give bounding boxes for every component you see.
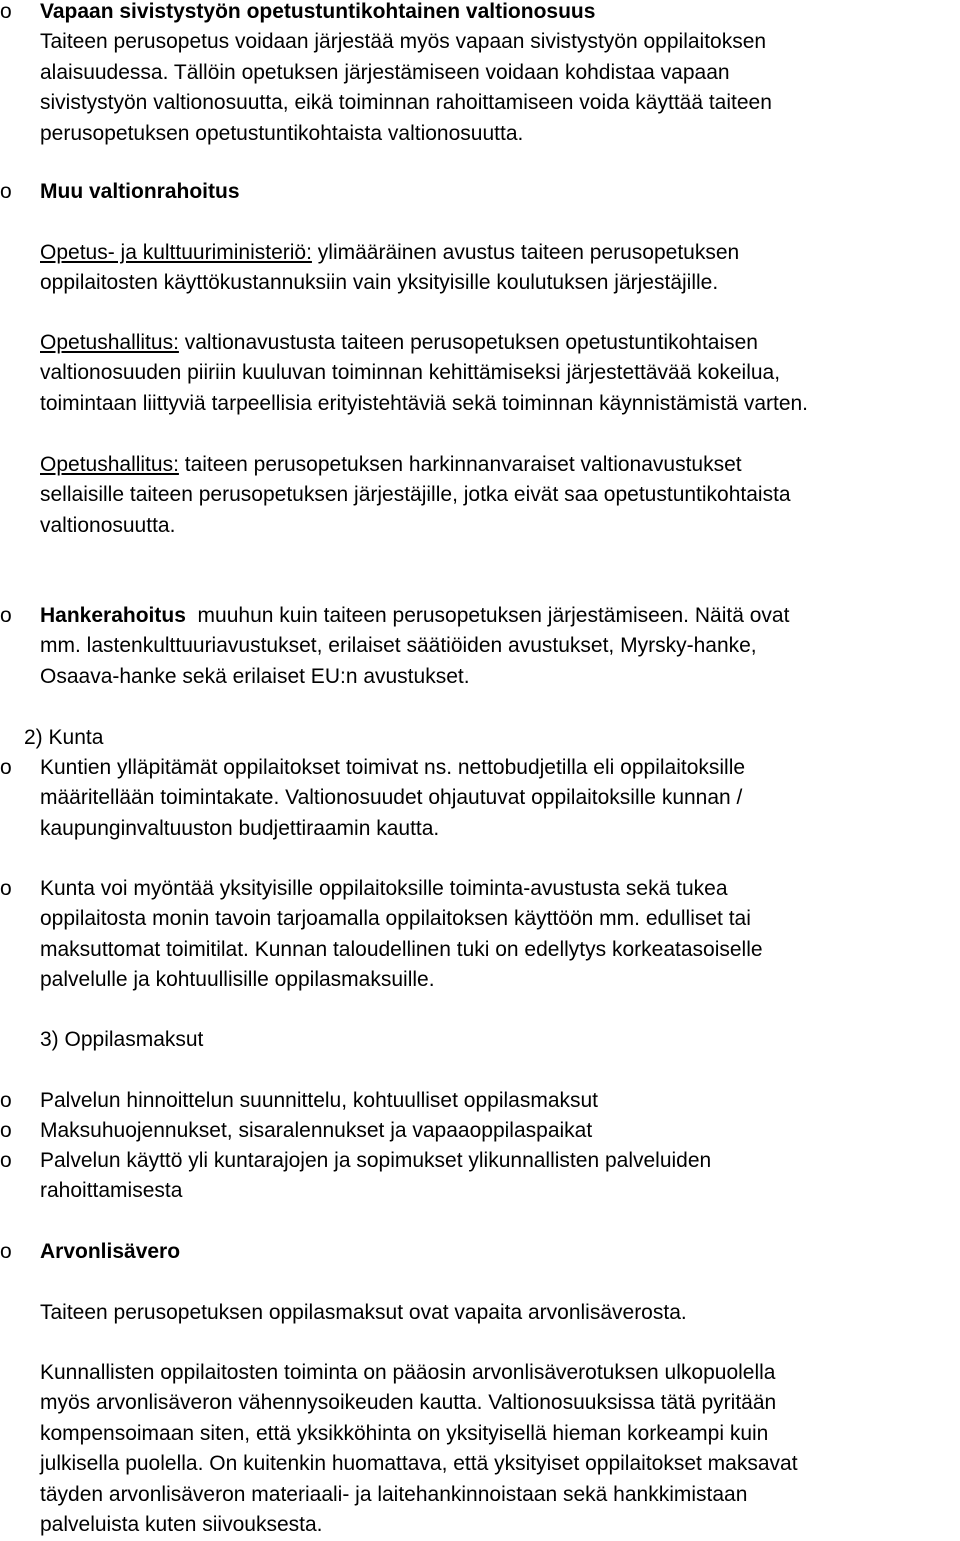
- bullet-marker: o: [0, 604, 12, 627]
- agency-label: Opetushallitus:: [40, 453, 179, 476]
- paragraph-line: oppilaitosta monin tavoin tarjoamalla oppilaitoksen käyttöön mm. edulliset tai: [40, 907, 751, 931]
- paragraph-vat-2: [40, 1358, 955, 1540]
- paragraph-line: Kunta voi myöntää yksityisille oppilaitoksille toiminta-avustusta sekä tukea: [40, 877, 728, 900]
- paragraph-line: Kuntien ylläpitämät oppilaitokset toimivat ns. nettobudjetilla eli oppilaitoksille: [40, 756, 746, 779]
- section-heading: Vapaan sivistystyön opetustuntikohtainen valtionosuus: [40, 0, 596, 23]
- section-heading: 2) Kunta: [24, 726, 104, 749]
- list-item: [40, 1146, 955, 1207]
- bullet-marker: o: [0, 756, 12, 779]
- paragraph-line: oppilaitosten käyttökustannuksiin vain yksityisille koulutuksen järjestäjille.: [40, 271, 719, 295]
- paragraph-line: mm. lastenkulttuuriavustukset, erilaiset säätiöiden avustukset, Myrsky-hanke,: [40, 634, 757, 658]
- section-muu-valtionrahoitus-heading: [40, 177, 955, 207]
- list-item: [40, 1086, 955, 1116]
- section-kunta-heading: [24, 723, 939, 753]
- paragraph-line: myös arvonlisäveron vähennysoikeuden kautta. Valtionosuuksissa tätä pyritään: [40, 1391, 777, 1415]
- paragraph-line: alaisuudessa. Tällöin opetuksen järjestämiseen voidaan kohdistaa vapaan: [40, 60, 730, 84]
- paragraph-line: valtionosuutta.: [40, 513, 176, 537]
- paragraph-line: sivistystyön valtionosuutta, eikä toiminnan rahoittamiseen voida käyttää taiteen: [40, 91, 772, 115]
- paragraph-vat-1: [40, 1298, 955, 1328]
- paragraph-line: Palvelun käyttö yli kuntarajojen ja sopimukset ylikunnallisten palveluiden: [40, 1149, 712, 1172]
- paragraph-line: täyden arvonlisäveron materiaali- ja laitehankinnoistaan sekä hankkimistaan: [40, 1482, 748, 1506]
- paragraph-line: Palvelun hinnoittelun suunnittelu, kohtuulliset oppilasmaksut: [40, 1089, 599, 1112]
- bullet-marker: o: [0, 180, 12, 203]
- bullet-marker: o: [0, 0, 12, 23]
- section-hankerahoitus: [40, 601, 955, 692]
- bullet-marker: o: [0, 1119, 12, 1142]
- section-heading: Arvonlisävero: [40, 1240, 181, 1263]
- section-heading: Hankerahoitus: [40, 604, 186, 627]
- bullet-marker: o: [0, 1089, 12, 1112]
- paragraph-line: palveluista kuten siivouksesta.: [40, 1513, 323, 1537]
- list-item: [40, 753, 955, 844]
- paragraph-line: kaupunginvaltuuston budjettiraamin kautta.: [40, 816, 440, 840]
- paragraph-line: julkisella puolella. On kuitenkin huomattava, että yksityiset oppilaitokset maksavat: [40, 1452, 798, 1476]
- paragraph-line: Maksuhuojennukset, sisaralennukset ja vapaaoppilaspaikat: [40, 1119, 593, 1142]
- section-oppilasmaksut-heading: [40, 1025, 955, 1055]
- section-vapaan-sivistystyo: [40, 0, 955, 149]
- paragraph-line: toimintaan liittyviä tarpeellisia erityistehtäviä sekä toiminnan käynnistämistä varten.: [40, 391, 809, 415]
- section-heading: 3) Oppilasmaksut: [40, 1028, 204, 1051]
- paragraph-okm: [40, 238, 955, 299]
- paragraph-line: Taiteen perusopetus voidaan järjestää myös vapaan sivistystyön oppilaitoksen: [40, 30, 767, 54]
- section-arvonlisavero-heading: [40, 1237, 955, 1267]
- paragraph-text: taiteen perusopetuksen harkinnanvaraiset valtionavustukset: [178, 453, 742, 476]
- paragraph-line: Osaava-hanke sekä erilaiset EU:n avustukset.: [40, 664, 470, 688]
- paragraph-line: rahoittamisesta: [40, 1179, 183, 1203]
- paragraph-text: ylimääräinen avustus taiteen perusopetuksen: [311, 241, 740, 264]
- bullet-marker: o: [0, 1240, 12, 1263]
- paragraph-line: valtionosuuden piiriin kuuluvan toiminnan kehittämiseksi järjestettävää kokeilua,: [40, 361, 781, 385]
- section-heading: Muu valtionrahoitus: [40, 180, 240, 203]
- paragraph-line: palvelulle ja kohtuullisille oppilasmaksuille.: [40, 968, 435, 992]
- paragraph-text: muuhun kuin taiteen perusopetuksen järjestämiseen. Näitä ovat: [185, 604, 790, 627]
- paragraph-line: määritellään toimintakate. Valtionosuudet ohjautuvat oppilaitoksille kunnan /: [40, 786, 743, 810]
- agency-label: Opetushallitus:: [40, 331, 179, 354]
- paragraph-line: kompensoimaan siten, että yksikköhinta on yksityisellä hieman korkeampi kuin: [40, 1421, 769, 1445]
- list-item: [40, 1116, 955, 1146]
- paragraph-text: valtionavustusta taiteen perusopetuksen opetustuntikohtaisen: [178, 331, 758, 354]
- list-item: [40, 874, 955, 996]
- bullet-marker: o: [0, 877, 12, 900]
- ministry-label: Opetus- ja kulttuuriministeriö:: [40, 241, 312, 264]
- bullet-marker: o: [0, 1149, 12, 1172]
- paragraph-line: sellaisille taiteen perusopetuksen järjestäjille, jotka eivät saa opetustuntikohtaista: [40, 483, 791, 507]
- paragraph-line: perusopetuksen opetustuntikohtaista valtionosuutta.: [40, 121, 524, 145]
- paragraph-line: Taiteen perusopetuksen oppilasmaksut ovat vapaita arvonlisäverosta.: [40, 1301, 687, 1324]
- paragraph-line: Kunnallisten oppilaitosten toiminta on pääosin arvonlisäverotuksen ulkopuolella: [40, 1361, 776, 1384]
- paragraph-line: maksuttomat toimitilat. Kunnan taloudellinen tuki on edellytys korkeatasoiselle: [40, 937, 763, 961]
- paragraph-opetushallitus-1: [40, 328, 955, 419]
- paragraph-opetushallitus-2: [40, 450, 955, 541]
